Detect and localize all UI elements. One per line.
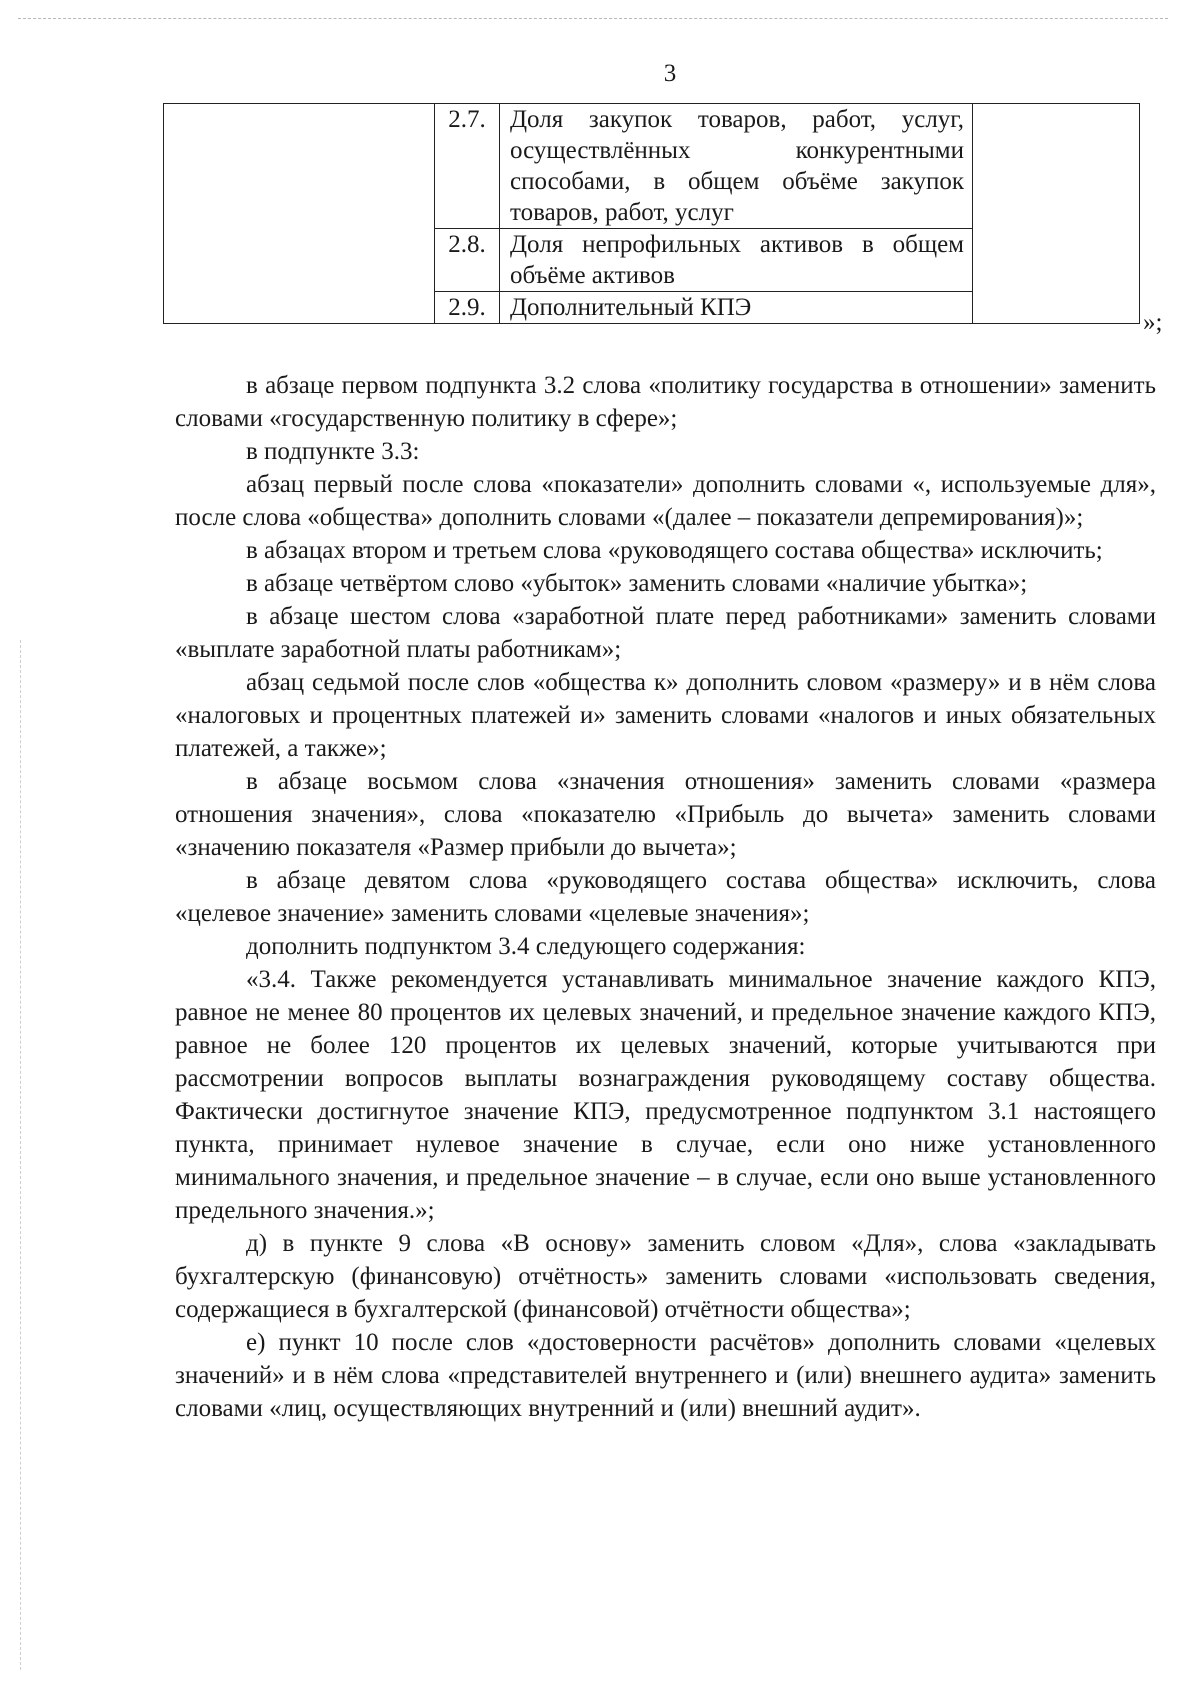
paragraph: «3.4. Также рекомендуется устанавливать минимальное значение каждого КПЭ, равное не менее 80 процентов их целевых значений, и предельное значение каждого КПЭ, равное не более 120 процентов их целевых значений, которые учитываются при рассмотрении вопросов выплаты вознаграждения руководящему составу общества. Фактически достигнутое значение КПЭ, предусмотренное подпунктом 3.1 настоящего пункта, принимает нулевое значение в случае, если оно ниже установленного минимального значения, и предельное значение – в случае, если оно выше установленного предельного значения.»; [175,966,1156,1224]
scan-edge-left [20,640,21,1670]
table-closing-quote: »; [1143,309,1163,336]
table-value-cell [973,104,1140,324]
row-text: Доля закупок товаров, работ, услуг, осуществлённых конкурентными способами, в общем объёме закупок товаров, работ, услуг [500,104,973,229]
paragraph: в абзаце четвёртом слово «убыток» заменить словами «наличие убытка»; [246,570,1028,597]
paragraph: е) пункт 10 после слов «достоверности расчётов» дополнить словами «целевых значений» и в нём слова «представителей внутреннего и (или) внешнего аудита» заменить словами «лиц, осуществляющих внутренний и (или) внешний аудит». [175,1329,1156,1422]
scan-edge-top [18,18,1168,19]
document-body [175,369,1156,1425]
paragraph: абзац первый после слова «показатели» дополнить словами «, используемые для», после слова «общества» дополнить словами «(далее – показатели депремирования)»; [175,471,1156,531]
kpi-table [163,103,1140,324]
table-blank-cell [164,104,435,324]
table-row [164,104,1140,229]
paragraph: дополнить подпунктом 3.4 следующего содержания: [246,933,806,960]
row-number: 2.9. [435,292,500,324]
paragraph: д) в пункте 9 слова «В основу» заменить словом «Для», слова «закладывать бухгалтерскую (финансовую) отчётность» заменить словами «использовать сведения, содержащиеся в бухгалтерской (финансовой) отчётности общества»; [175,1230,1156,1323]
paragraph: в абзаце девятом слова «руководящего состава общества» исключить, слова «целевое значение» заменить словами «целевые значения»; [175,867,1156,927]
paragraph: абзац седьмой после слов «общества к» дополнить словом «размеру» и в нём слова «налоговых и процентных платежей и» заменить словами «налогов и иных обязательных платежей, а также»; [175,669,1156,762]
paragraph: в абзаце шестом слова «заработной плате перед работниками» заменить словами «выплате заработной платы работникам»; [175,603,1156,663]
paragraph: в абзаце первом подпункта 3.2 слова «политику государства в отношении» заменить словами «государственную политику в сфере»; [175,372,1156,432]
row-text: Дополнительный КПЭ [500,292,973,324]
row-number: 2.8. [435,229,500,292]
row-text: Доля непрофильных активов в общем объёме активов [500,229,973,292]
page-number: 3 [663,60,677,87]
paragraph: в подпункте 3.3: [246,438,420,465]
row-number: 2.7. [435,104,500,229]
paragraph: в абзаце восьмом слова «значения отношения» заменить словами «размера отношения значения», слова «показателю «Прибыль до вычета» заменить словами «значению показателя «Размер прибыли до вычета»; [175,768,1156,861]
paragraph: в абзацах втором и третьем слова «руководящего состава общества» исключить; [246,537,1103,564]
